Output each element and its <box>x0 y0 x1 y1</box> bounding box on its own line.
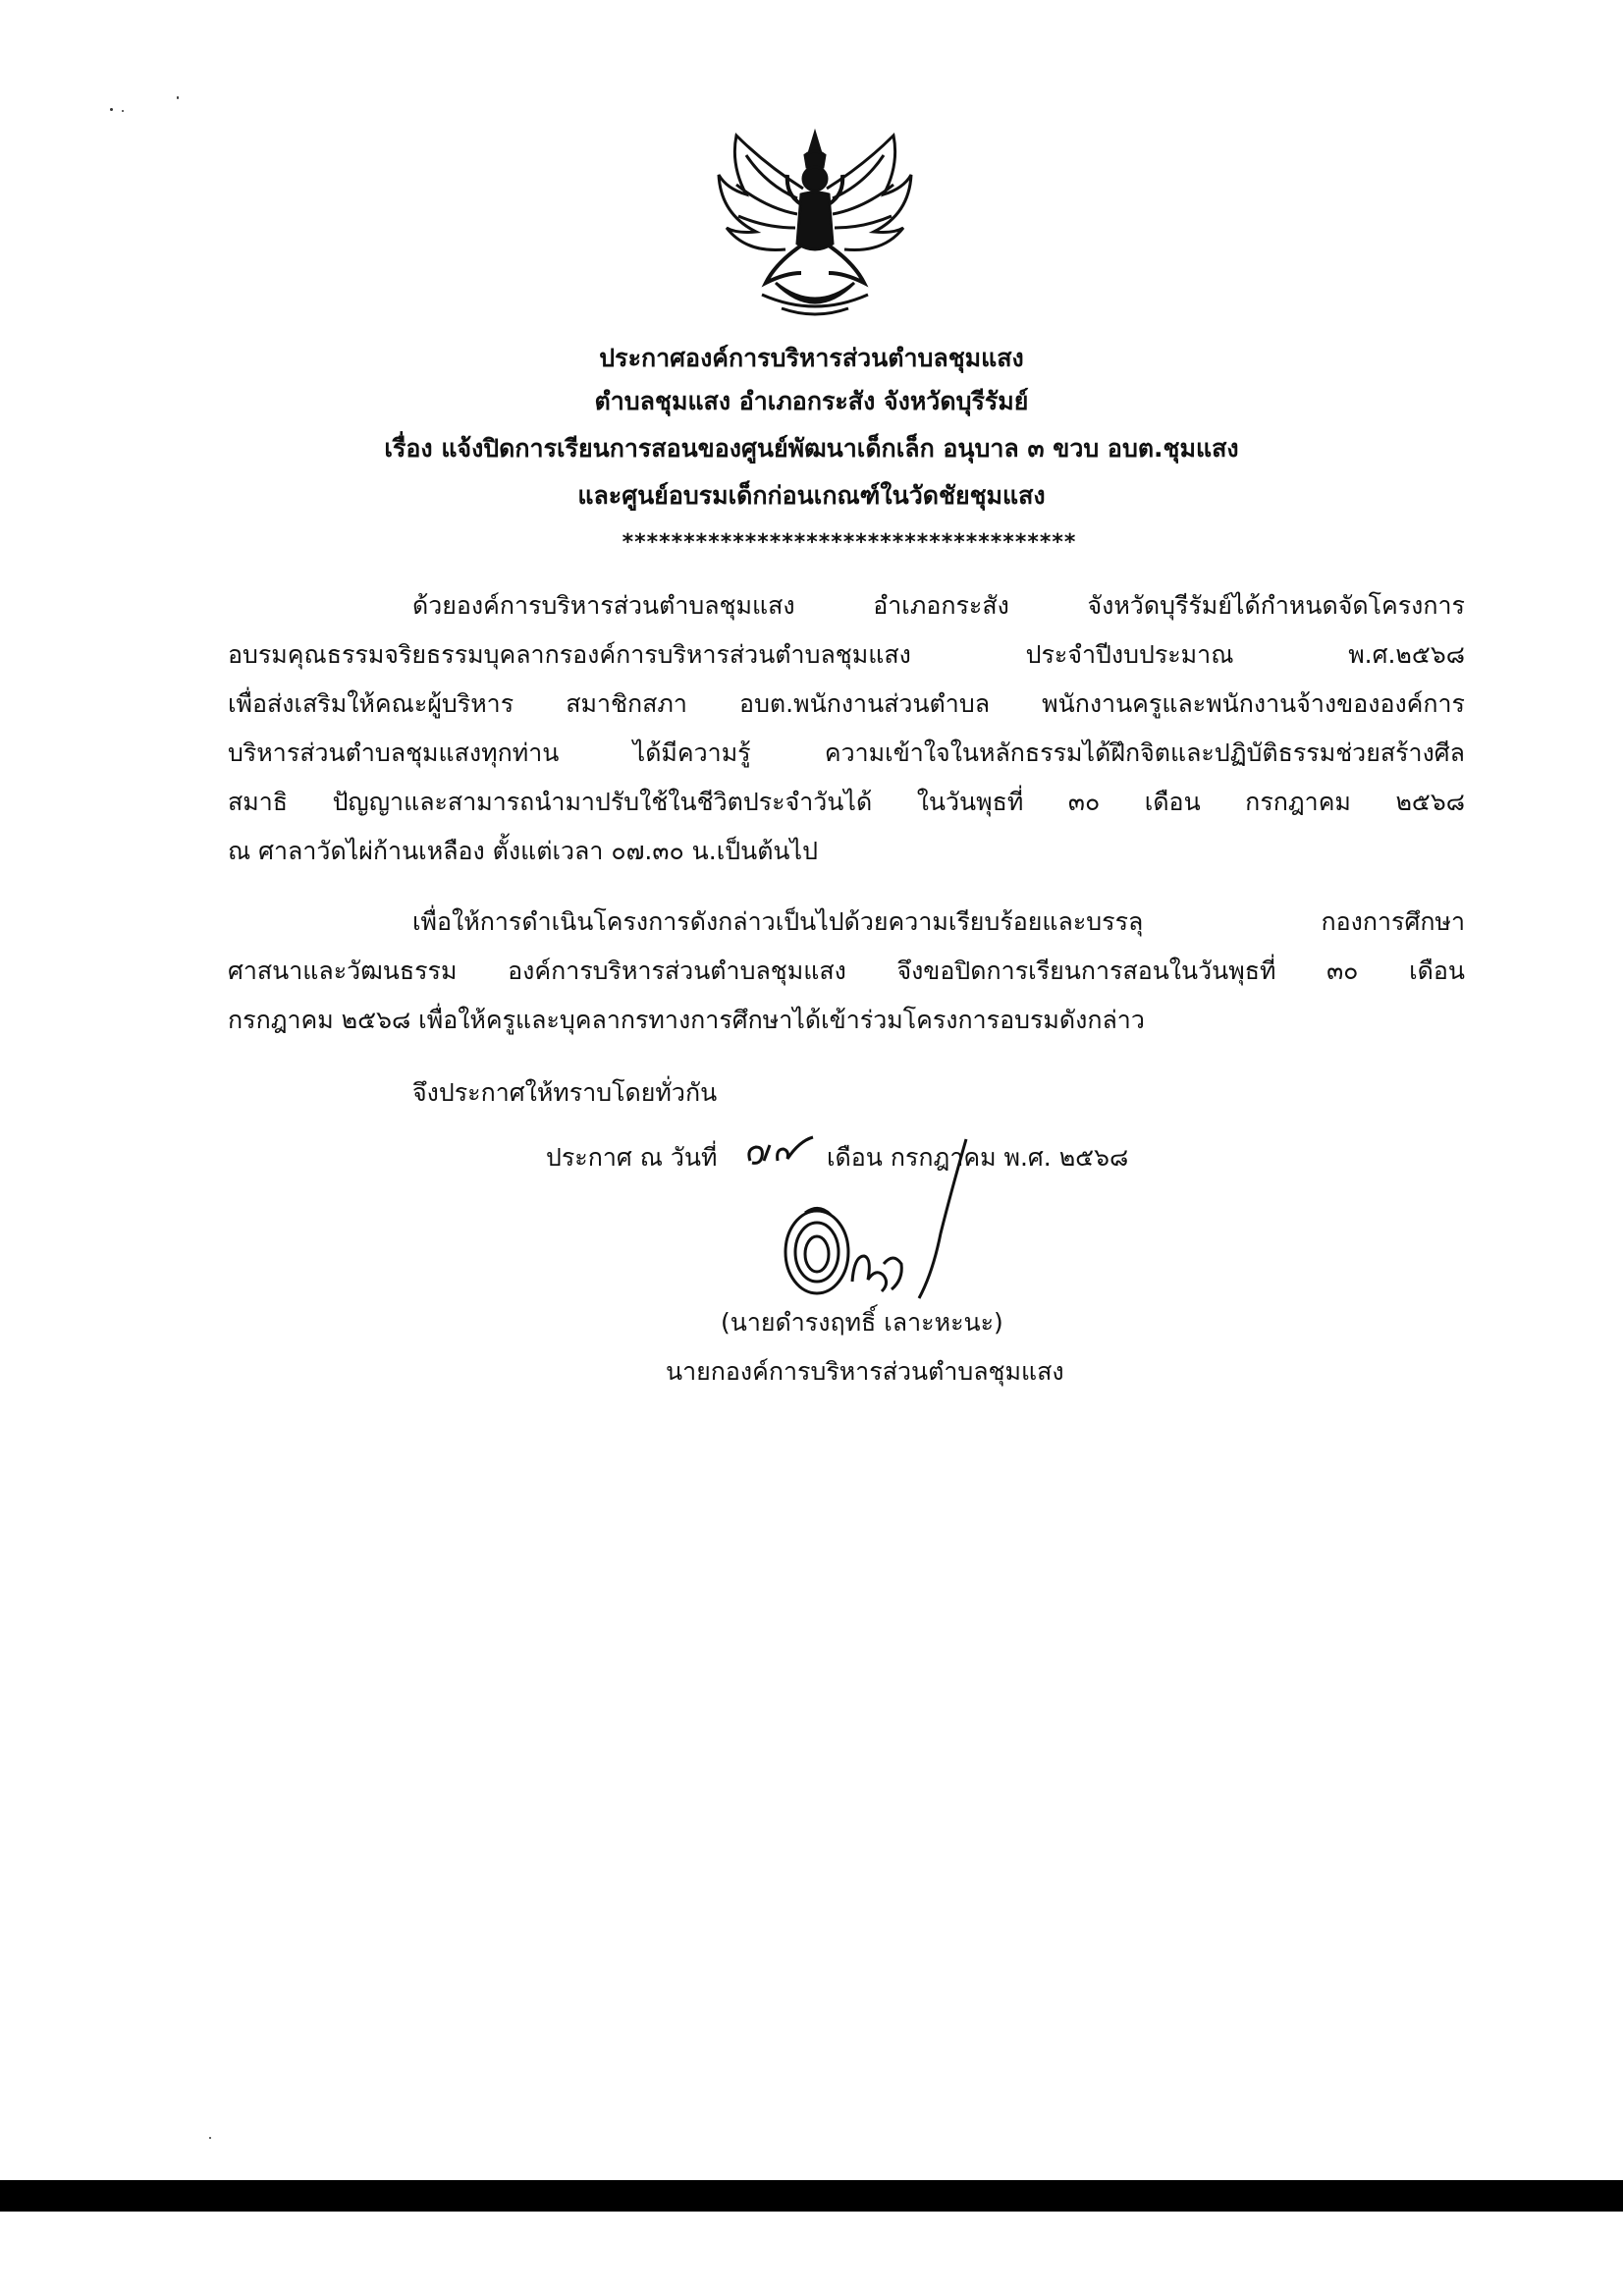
scan-border-band <box>0 2180 1623 2212</box>
signatory-name: (นายดำรงฤทธิ์ เลาะหะนะ) <box>721 1308 1003 1337</box>
signatory-title: นายกองค์การบริหารส่วนตำบลชุมแสง <box>666 1357 1064 1386</box>
paragraph-1-line: อบรมคุณธรรมจริยธรรมบุคลากรองค์การบริหารส่วนตำบลชุมแสง ประจำปีงบประมาณ พ.ศ.๒๕๖๘ <box>228 640 1465 669</box>
header-line-2: ตำบลชุมแสง อำเภอกระสัง จังหวัดบุรีรัมย์ <box>594 387 1029 415</box>
closing-statement: จึงประกาศให้ทราบโดยทั่วกัน <box>412 1078 718 1107</box>
scan-speck <box>110 108 113 111</box>
paragraph-2-line: เพื่อให้การดำเนินโครงการดังกล่าวเป็นไปด้วยความเรียบร้อยและบรรลุ กองการศึกษา <box>412 907 1465 936</box>
signature-stroke <box>911 1135 970 1302</box>
dateline-prefix: ประกาศ ณ วันที่ <box>546 1143 718 1172</box>
scan-speck <box>122 110 124 112</box>
garuda-emblem-icon <box>707 126 923 322</box>
paragraph-1-line: ด้วยองค์การบริหารส่วนตำบลชุมแสง อำเภอกระสัง จังหวัดบุรีรัมย์ได้กำหนดจัดโครงการ <box>412 591 1465 620</box>
subject-line-2: และศูนย์อบรมเด็กก่อนเกณฑ์ในวัดชัยชุมแสง <box>577 481 1046 510</box>
handwritten-day <box>744 1131 819 1171</box>
paragraph-1-line: บริหารส่วนตำบลชุมแสงทุกท่าน ได้มีความรู้ ความเข้าใจในหลักธรรมได้ฝึกจิตและปฏิบัติธรรมช่วยสร้างศีล <box>228 738 1465 767</box>
paragraph-1-line: ณ ศาลาวัดไผ่ก้านเหลือง ตั้งแต่เวลา ๐๗.๓๐ น.เป็นต้นไป <box>228 837 818 865</box>
paragraph-1-line: สมาธิ ปัญญาและสามารถนำมาปรับใช้ในชีวิตประจำวันได้ ในวันพุธที่ ๓๐ เดือน กรกฎาคม ๒๕๖๘ <box>228 788 1465 816</box>
paragraph-2-line: กรกฎาคม ๒๕๖๘ เพื่อให้ครูและบุคลากรทางการศึกษาได้เข้าร่วมโครงการอบรมดังกล่าว <box>228 1006 1145 1034</box>
paragraph-2-line: ศาสนาและวัฒนธรรม องค์การบริหารส่วนตำบลชุมแสง จึงขอปิดการเรียนการสอนในวันพุธที่ ๓๐ เดือน <box>228 957 1465 985</box>
paragraph-1-line: เพื่อส่งเสริมให้คณะผู้บริหาร สมาชิกสภา อบต.พนักงานส่วนตำบล พนักงานครูและพนักงานจ้างขององค์การ <box>228 689 1465 718</box>
dateline-suffix: เดือน กรกฎาคม พ.ศ. ๒๕๖๘ <box>827 1143 1129 1172</box>
scan-speck <box>209 2137 211 2139</box>
subject-line: เรื่อง แจ้งปิดการเรียนการสอนของศูนย์พัฒนาเด็กเล็ก อนุบาล ๓ ขวบ อบต.ชุมแสง <box>384 434 1239 463</box>
header-line-1: ประกาศองค์การบริหารส่วนตำบลชุมแสง <box>599 344 1024 372</box>
scan-speck <box>177 96 179 99</box>
separator-stars: ************************************* <box>622 530 1077 555</box>
